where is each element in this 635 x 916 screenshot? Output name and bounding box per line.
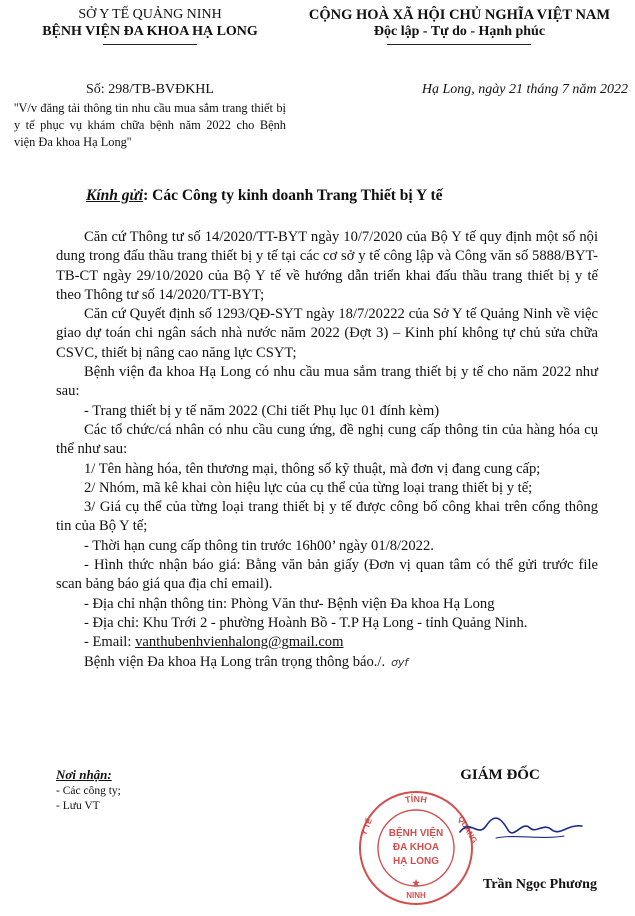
stamp-arc-top-path: TỈNH bbox=[404, 793, 428, 806]
signature-stroke bbox=[460, 818, 582, 833]
header-divider-right bbox=[387, 44, 531, 45]
stamp-line: BỆNH VIỆN bbox=[388, 828, 444, 839]
closing-text: Bệnh viện Đa khoa Hạ Long trân trọng thông báo./. bbox=[84, 653, 386, 670]
nation-title: CỘNG HOÀ XÃ HỘI CHỦ NGHĨA VIỆT NAM bbox=[308, 7, 611, 23]
closing-line bbox=[56, 653, 598, 672]
body-paragraph: - Địa chỉ: Khu Trới 2 - phường Hoành Bồ - T.P Hạ Long - tỉnh Quảng Ninh. bbox=[84, 614, 528, 631]
body-paragraph: 3/ Giá cụ thể của từng loại trang thiết bị y tế được công bố công khai trên cổng thông tin của Bộ Y tế; bbox=[56, 499, 598, 535]
signer-title: GIÁM ĐỐC bbox=[460, 767, 540, 783]
email-label: - Email: bbox=[84, 634, 136, 651]
recipient-item: - Các công ty; bbox=[56, 785, 121, 797]
recipient-name: : Các Công ty kinh doanh Trang Thiết bị Y tế bbox=[143, 187, 443, 204]
stamp-arc-left: Y TẾ bbox=[359, 817, 374, 837]
body-paragraph: - Hình thức nhận báo giá: Bằng văn bản giấy (Đơn vị quan tâm có thể gửi trước file scan bảng báo giá qua địa chỉ email). bbox=[56, 557, 598, 593]
body-paragraph: - Thời hạn cung cấp thông tin trước 16h00’ ngày 01/8/2022. bbox=[84, 537, 434, 554]
body-paragraph: Các tổ chức/cá nhân có nhu cầu cung ứng, đề nghị cung cấp thông tin của hàng hóa cụ thể như sau: bbox=[56, 421, 598, 458]
recipient-prefix: Kính gửi bbox=[86, 187, 144, 204]
stamp-line: ĐA KHOA bbox=[392, 842, 440, 853]
body-paragraph: Bệnh viện đa khoa Hạ Long có nhu cầu mua sắm trang thiết bị y tế cho năm 2022 như sau: bbox=[56, 364, 598, 400]
signature-underline bbox=[496, 836, 564, 838]
stamp-arc-right: QUẢNG bbox=[456, 814, 479, 845]
initials-mark: ơyf bbox=[391, 655, 409, 669]
recipient-item: - Lưu VT bbox=[56, 800, 100, 812]
document-body bbox=[56, 228, 598, 672]
agency-name: SỞ Y TẾ QUẢNG NINH bbox=[78, 7, 222, 22]
recipient-line bbox=[86, 186, 606, 206]
stamp-line: HẠ LONG bbox=[392, 856, 440, 867]
handwritten-signature bbox=[456, 808, 586, 848]
header-divider-left bbox=[103, 44, 197, 45]
body-paragraph: 1/ Tên hàng hóa, tên thương mại, thông số kỹ thuật, mà đơn vị đang cung cấp; bbox=[84, 460, 541, 477]
recipients-list bbox=[56, 784, 121, 814]
body-paragraph: 2/ Nhóm, mã kê khai còn hiệu lực của cụ thể của từng loại trang thiết bị y tế; bbox=[84, 479, 533, 496]
document-summary: ''V/v đăng tải thông tin nhu cầu mua sắm trang thiết bị y tế phục vụ khám chữa bệnh năm 2022 cho Bệnh viện Đa khoa Hạ Long'' bbox=[14, 101, 286, 149]
document-number: Số: 298/TB-BVĐKHL bbox=[86, 82, 214, 97]
body-paragraph: - Địa chỉ nhận thông tin: Phòng Văn thư- Bệnh viện Đa khoa Hạ Long bbox=[84, 595, 495, 612]
body-paragraph: Căn cứ Thông tư số 14/2020/TT-BYT ngày 10/7/2020 của Bộ Y tế quy định một số nội dung trong đấu thầu trang thiết bị y tế tại các cơ sở y tế công lập và Công văn số 5888/BYT-TB-CT ngày 29/10/2020 của Bộ Y tế về hướng dẫn triển khai đấu thầu trang thiết bị y tế theo Thông tư số 14/2020/TT-BYT; bbox=[56, 229, 598, 303]
stamp-arc-bottom: NINH bbox=[406, 891, 426, 900]
stamp-arc-top bbox=[404, 793, 427, 805]
email-line bbox=[56, 633, 598, 652]
recipients-title: Nơi nhận: bbox=[56, 767, 112, 782]
signer-name: Trần Ngọc Phương bbox=[483, 877, 597, 892]
stamp-star-icon: ★ bbox=[411, 878, 421, 888]
body-paragraph: - Trang thiết bị y tế năm 2022 (Chi tiết Phụ lục 01 đính kèm) bbox=[84, 402, 440, 419]
document-date: Hạ Long, ngày 21 tháng 7 năm 2022 bbox=[421, 82, 628, 97]
email-link[interactable]: vanthubenhvienhalong@gmail.com bbox=[135, 634, 344, 651]
national-motto: Độc lập - Tự do - Hạnh phúc bbox=[373, 24, 546, 39]
body-paragraph: Căn cứ Quyết định số 1293/QĐ-SYT ngày 18/7/20222 của Sở Y tế Quảng Ninh về việc giao dự toán chi ngân sách nhà nước năm 2022 (Đợt 3) – Kinh phí không tự chủ sửa chữa CSVC, thiết bị nâng cao năng lực CSYT; bbox=[56, 306, 598, 361]
hospital-name: BỆNH VIỆN ĐA KHOA HẠ LONG bbox=[42, 24, 258, 39]
